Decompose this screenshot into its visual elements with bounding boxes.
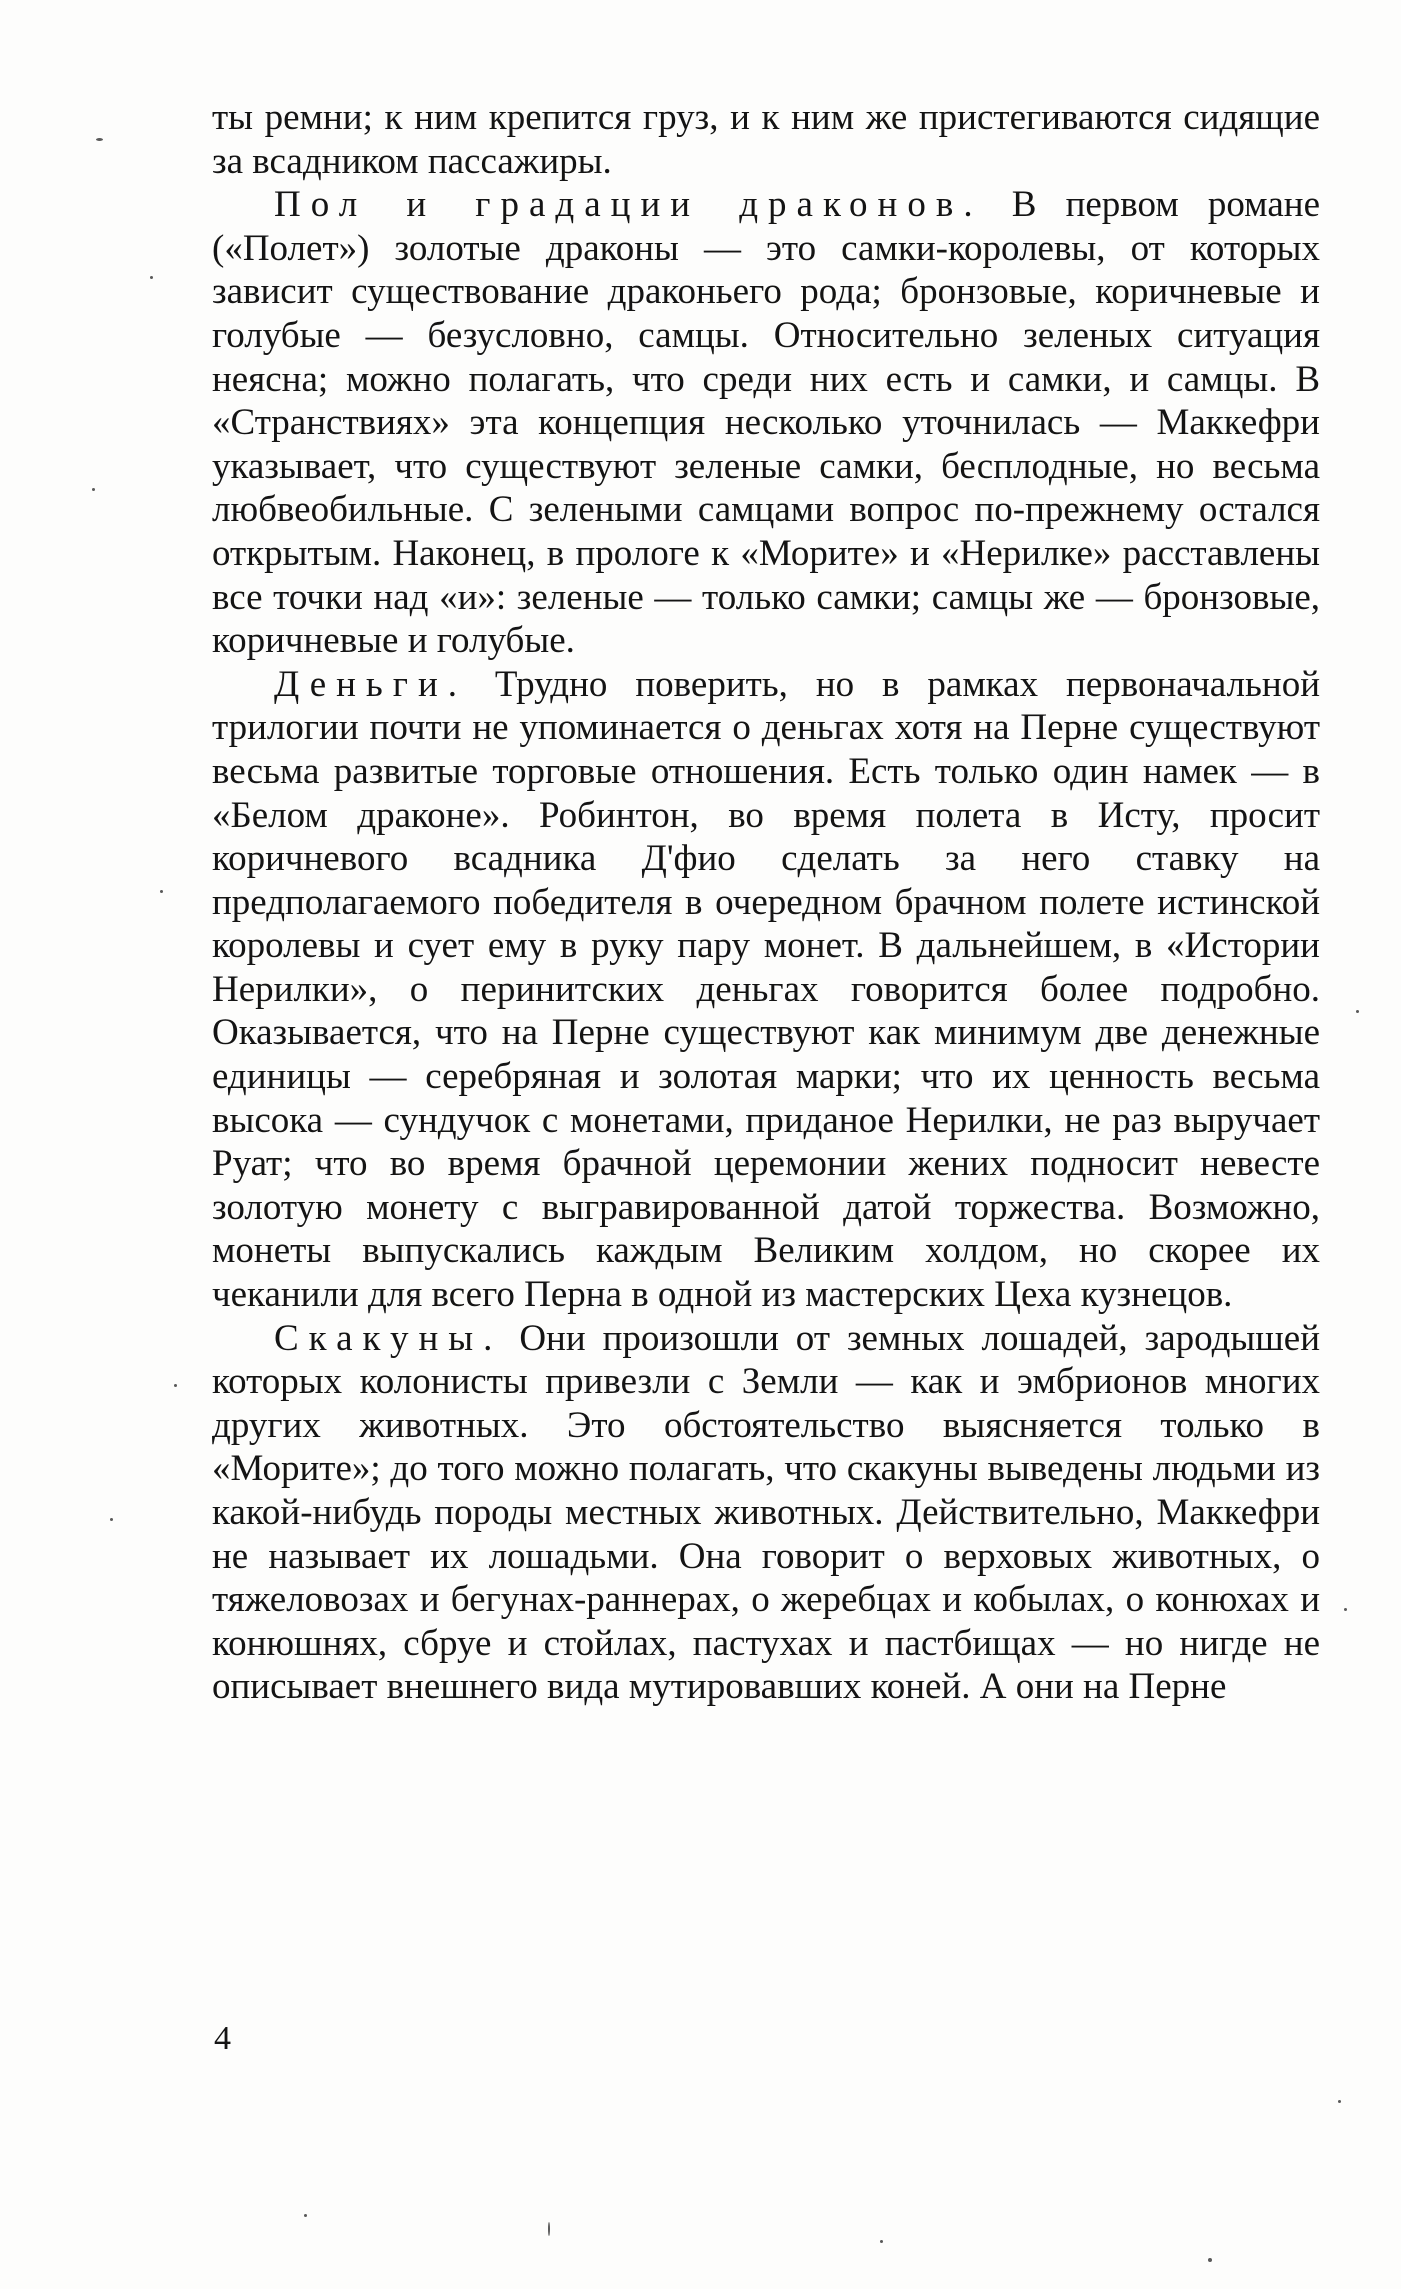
scan-speck: [110, 1518, 113, 1521]
scan-speck: [1344, 1608, 1347, 1611]
paragraph-text: Трудно поверить, но в рамках первоначальной трилогии почти не упоминается о деньгах хотя на Перне существуют весьма развитые торговые отношения. Есть только один намек — в «Белом драконе». Робинтон, во время полета в Исту, просит коричневого всадника Д'фио сделать за него ставку на предполагаемого победителя в очередном брачном полете истинской королевы и сует ему в руку пару монет. В дальнейшем, в «Истории Нерилки», о перинитских деньгах говорится более подробно. Оказывается, что на Перне существуют как минимум две денежные единицы — серебряная и золотая марки; что их ценность весьма высока — сундучок с монетами, приданое Нерилки, не раз выручает Руат; что во время брачной церемонии жених подносит невесте золотую монету с выгравированной датой торжества. Возможно, монеты выпускались каждым Великим холдом, но скорее их чеканили для всего Перна в одной из мастерских Цеха кузнецов.: [212, 663, 1320, 1316]
scan-speck: [1208, 2258, 1212, 2262]
paragraph-text: ты ремни; к ним крепится груз, и к ним же пристегиваются сидящие за всадником пассажиры.: [212, 97, 1320, 182]
scan-speck: [880, 2240, 883, 2243]
paragraph-text: В первом романе («Полет») золотые драконы — это самки-королевы, от которых зависит существование драконьего рода; бронзовые, коричневые и голубые — безусловно, самцы. Относительно зеленых ситуация неясна; можно полагать, что среди них есть и самки, и самцы. В «Странствиях» эта концепция несколько уточнилась — Маккефри указывает, что существуют зеленые самки, бесплодные, но весьма любвеобильные. С зелеными самцами вопрос по-прежнему остался открытым. Наконец, в прологе к «Морите» и «Нерилке» расставлены все точки над «и»: зеленые — только самки; самцы же — бронзовые, коричневые и голубые.: [212, 184, 1320, 662]
scan-speck: [160, 890, 163, 893]
scan-speck: [304, 2214, 307, 2217]
scan-speck: [96, 138, 103, 141]
paragraph-continuation: [212, 96, 1320, 183]
scan-speck: [1338, 2100, 1341, 2103]
scan-speck: [174, 1384, 177, 1387]
page-number: 4: [214, 2020, 231, 2057]
paragraph-runners: [212, 1317, 1320, 1709]
paragraph-money: [212, 663, 1320, 1317]
paragraph-text: Они произошли от земных лошадей, зародышей которых колонисты привезли с Земли — как и эмбрионов многих других животных. Это обстоятельство выясняется только в «Морите»; до того можно полагать, что скакуны выведены людьми из какой-нибудь породы местных животных. Действительно, Маккефри не называет их лошадьми. Она говорит о верховых животных, о тяжеловозах и бегунах-раннерах, о жеребцах и кобылах, о конюхах и конюшнях, сбруе и стойлах, пастухах и пастбищах — но нигде не описывает внешнего вида мутировавших коней. А они на Перне: [212, 1317, 1320, 1708]
paragraph-heading: Пол и градации драконов.: [274, 184, 983, 226]
paragraph-sex-and-grades: [212, 183, 1320, 663]
paragraph-heading: Деньги.: [274, 663, 468, 705]
scan-speck: [1356, 1010, 1359, 1013]
scan-speck: [548, 2222, 550, 2236]
paragraph-heading: Скакуны.: [274, 1317, 503, 1359]
scan-speck: [150, 276, 153, 279]
body-text: [212, 96, 1320, 1709]
scan-speck: [92, 488, 95, 491]
